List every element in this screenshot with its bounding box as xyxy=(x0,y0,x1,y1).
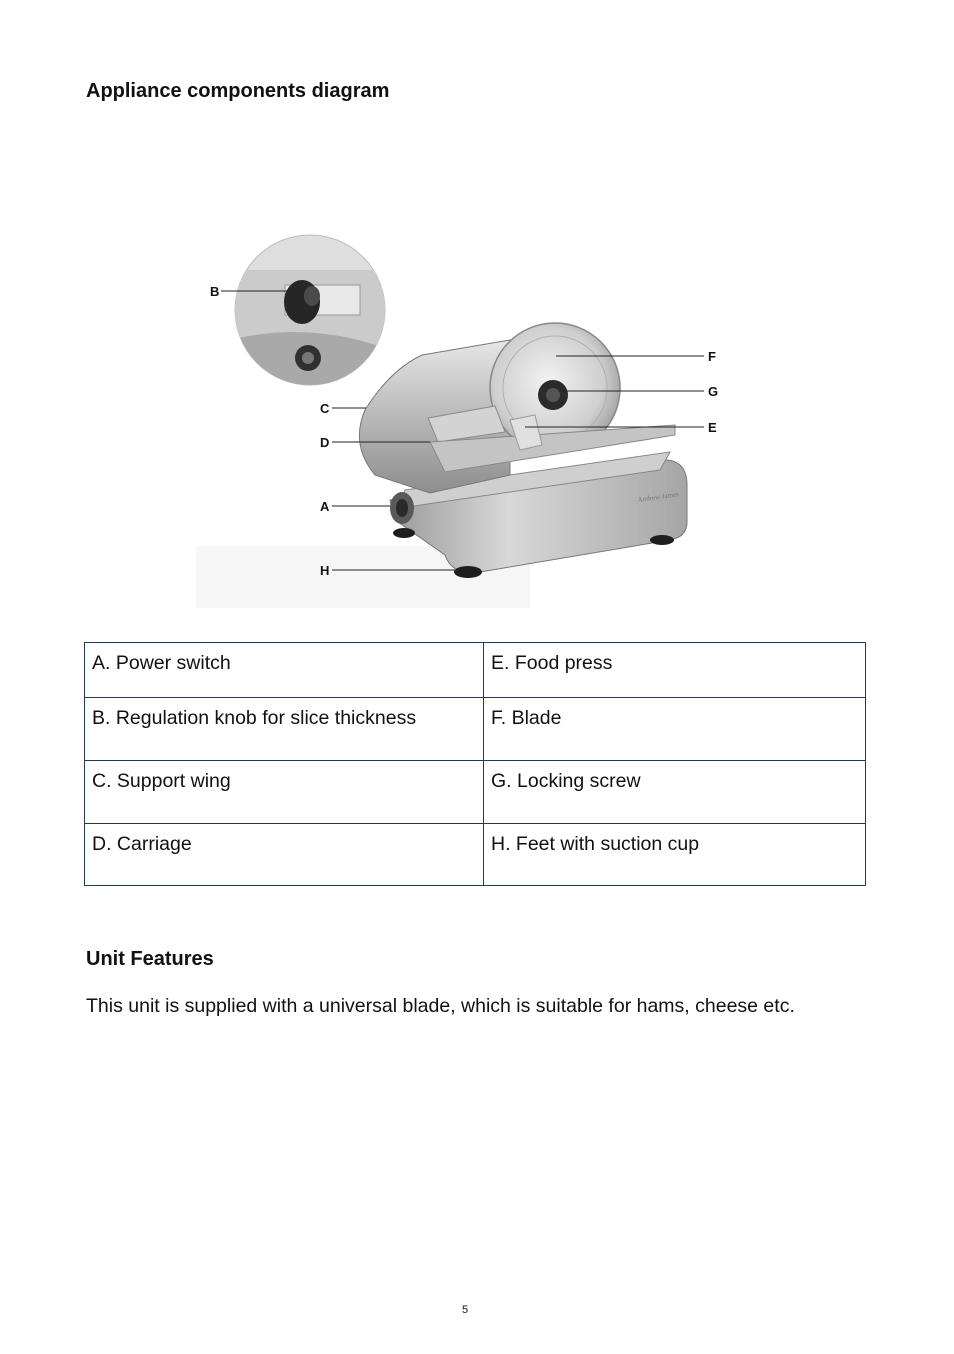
callout-e: E xyxy=(708,420,717,435)
slicer-illustration xyxy=(190,210,750,620)
part-cell: E. Food press xyxy=(484,643,866,698)
callout-d: D xyxy=(320,435,330,450)
part-cell: A. Power switch xyxy=(85,643,484,698)
slicer-diagram xyxy=(190,210,750,620)
part-cell: D. Carriage xyxy=(85,824,484,886)
diagram-heading: Appliance components diagram xyxy=(86,80,390,102)
callout-h: H xyxy=(320,563,330,578)
page-number: 5 xyxy=(461,1304,469,1316)
callout-c: C xyxy=(320,401,330,416)
part-cell: C. Support wing xyxy=(85,761,484,824)
features-heading: Unit Features xyxy=(86,948,214,970)
table-row xyxy=(85,824,866,886)
part-cell: F. Blade xyxy=(484,698,866,761)
part-cell: H. Feet with suction cup xyxy=(484,824,866,886)
table-row xyxy=(85,761,866,824)
part-cell: B. Regulation knob for slice thickness xyxy=(85,698,484,761)
callout-b: B xyxy=(210,284,220,299)
table-row xyxy=(85,643,866,698)
features-text: This unit is supplied with a universal blade, which is suitable for hams, cheese etc. xyxy=(86,995,795,1017)
table-row xyxy=(85,698,866,761)
brand-mark: Andrew James xyxy=(637,490,680,504)
part-cell: G. Locking screw xyxy=(484,761,866,824)
callout-g: G xyxy=(708,384,719,399)
callout-a: A xyxy=(320,499,330,514)
parts-table xyxy=(84,642,866,886)
knob-inset xyxy=(230,235,390,390)
callout-f: F xyxy=(708,349,716,364)
